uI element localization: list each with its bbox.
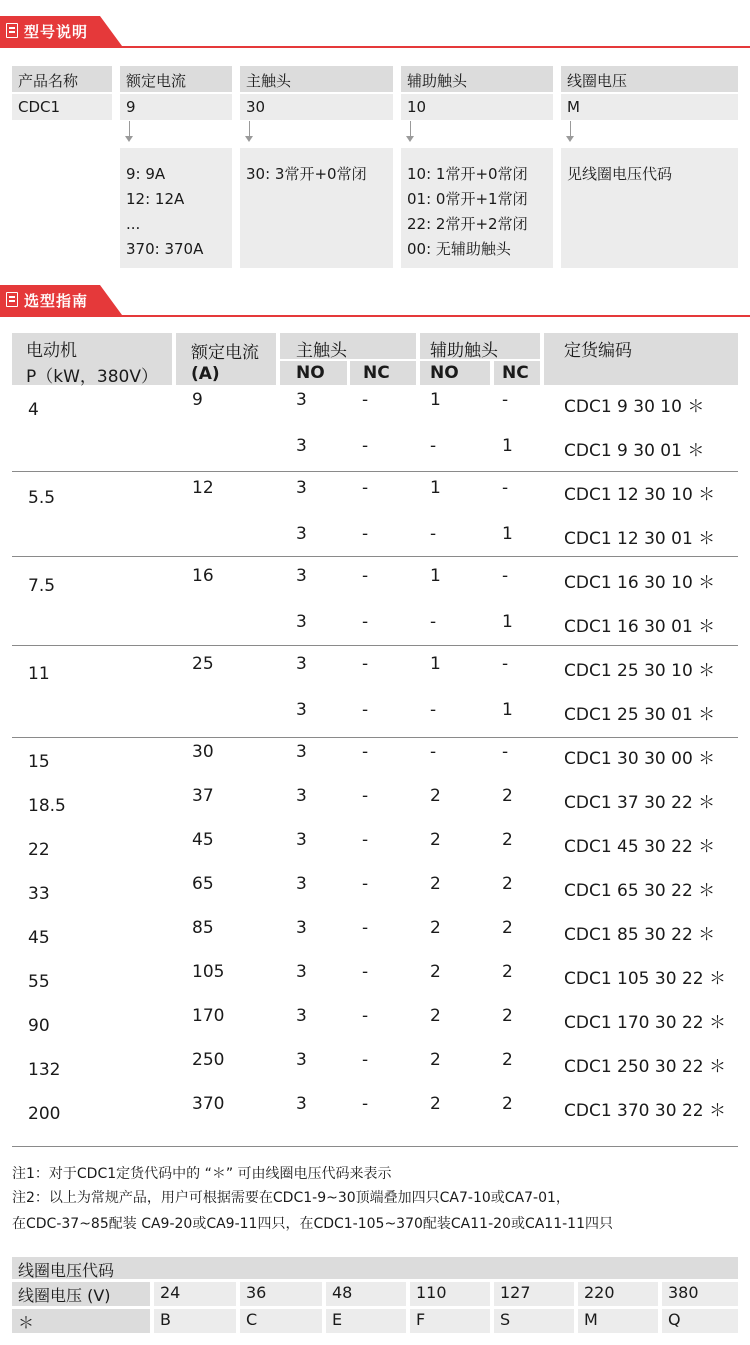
coil-code-value: C [246,1310,258,1329]
model-desc-item: 30: 3常开+0常闭 [246,165,367,183]
document-icon [6,23,18,38]
coil-voltage-value: 36 [246,1283,267,1302]
arrow-down-icon [125,136,133,142]
model-head-cell [240,66,393,92]
aux-no: - [430,700,437,720]
main-nc: - [362,436,369,456]
main-no: 3 [296,874,307,894]
coil-code-cell [240,1309,322,1333]
motor-power: 18.5 [28,796,66,816]
connector-line [570,121,571,137]
header-no-label: NO [430,363,459,383]
note-line: 注2：以上为常规产品，用户可根据需要在CDC1-9~30顶端叠加四只CA7-10或CA7-01， [12,1190,570,1206]
main-no: 3 [296,830,307,850]
model-desc-cell [561,148,738,268]
model-head-cell [120,66,232,92]
section-title: 选型指南 [24,292,89,310]
main-nc: - [362,566,369,586]
model-head-label: 额定电流 [126,72,187,90]
order-code: CDC1 250 30 22 ＊ [564,1057,726,1077]
main-nc: - [362,390,369,410]
coil-voltage-value: 48 [332,1283,353,1302]
row-divider [12,737,738,738]
model-desc-item: 9: 9A [126,165,166,183]
model-value-label: 10 [407,98,427,116]
order-code: CDC1 12 30 10 ＊ [564,485,716,505]
aux-no: 2 [430,918,441,938]
main-nc: - [362,700,369,720]
model-desc-cell [240,148,393,268]
motor-power: 55 [28,972,50,992]
model-desc-item: 见线圈电压代码 [567,165,673,183]
motor-power: 90 [28,1016,50,1036]
model-desc-item: 22: 2常开+2常闭 [407,215,528,233]
coil-code-cell [494,1309,574,1333]
header-nc-label: NC [502,363,529,383]
main-no: 3 [296,524,307,544]
model-value-label: 30 [246,98,266,116]
model-value-cell [120,94,232,120]
row-divider [12,471,738,472]
main-nc: - [362,830,369,850]
connector-line [410,121,411,137]
main-no: 3 [296,654,307,674]
main-nc: - [362,1006,369,1026]
row-divider [12,1146,738,1147]
aux-nc: 2 [502,1050,513,1070]
arrow-down-icon [245,136,253,142]
rated-current: 30 [192,742,214,762]
aux-nc: - [502,478,509,498]
aux-nc: 2 [502,874,513,894]
coil-voltage-value: 127 [500,1283,531,1302]
coil-title-label: 线圈电压代码 [18,1261,115,1280]
aux-no: 1 [430,654,441,674]
rated-current: 170 [192,1006,225,1026]
order-code: CDC1 85 30 22 ＊ [564,925,716,945]
aux-nc: 2 [502,962,513,982]
header-nc-label: NC [363,363,390,383]
header-current-label: 额定电流 [191,343,259,363]
motor-power: 33 [28,884,50,904]
header-motor-label: 电动机 [26,341,77,361]
section-divider [0,315,750,317]
section-header-selection [0,285,750,317]
model-value-cell [401,94,553,120]
coil-code-label-cell [12,1309,150,1333]
arrow-down-icon [566,136,574,142]
arrow-down-icon [406,136,414,142]
motor-power: 5.5 [28,488,56,508]
coil-code-cell [662,1309,738,1333]
header-aux-nc [494,361,540,385]
order-code: CDC1 16 30 01 ＊ [564,617,716,637]
aux-no: 2 [430,1006,441,1026]
coil-code-value: Q [668,1310,681,1329]
header-aux-no [420,361,490,385]
order-code: CDC1 25 30 10 ＊ [564,661,716,681]
header-aux-contact [420,333,540,359]
aux-nc: 1 [502,524,513,544]
rated-current: 12 [192,478,214,498]
motor-power: 7.5 [28,576,56,596]
order-code: CDC1 12 30 01 ＊ [564,529,716,549]
main-no: 3 [296,612,307,632]
model-desc-list [246,162,367,187]
model-desc-item: 01: 0常开+1常闭 [407,190,528,208]
model-desc-item: 370: 370A [126,240,204,258]
coil-code-value: B [160,1310,171,1329]
order-code: CDC1 16 30 10 ＊ [564,573,716,593]
aux-no: 2 [430,830,441,850]
aux-no: 2 [430,786,441,806]
coil-voltage-value: 24 [160,1283,181,1302]
coil-voltage-value: 110 [416,1283,447,1302]
aux-no: 2 [430,962,441,982]
coil-voltage-label-cell [12,1282,150,1306]
aux-no: 2 [430,874,441,894]
header-main-nc [350,361,416,385]
coil-voltage-cell [240,1282,322,1306]
row-divider [12,645,738,646]
coil-code-cell [326,1309,406,1333]
section-divider [0,46,750,48]
coil-voltage-cell [578,1282,658,1306]
rated-current: 85 [192,918,214,938]
aux-no: - [430,436,437,456]
motor-power: 4 [28,400,39,420]
section-header-model [0,16,750,48]
main-no: 3 [296,918,307,938]
model-head-label: 辅助触头 [407,72,468,90]
aux-no: - [430,612,437,632]
header-current-unit: (A) [191,364,220,384]
aux-nc: 1 [502,700,513,720]
main-no: 3 [296,1094,307,1114]
row-divider [12,556,738,557]
rated-current: 16 [192,566,214,586]
motor-power: 11 [28,664,50,684]
aux-nc: 2 [502,1006,513,1026]
aux-nc: - [502,654,509,674]
aux-no: 1 [430,390,441,410]
aux-nc: 2 [502,918,513,938]
main-no: 3 [296,1050,307,1070]
model-desc-item: 00: 无辅助触头 [407,240,511,258]
coil-table-title [12,1257,738,1279]
model-desc-list [407,162,528,262]
model-value-cell [12,94,112,120]
main-nc: - [362,742,369,762]
aux-nc: 1 [502,436,513,456]
main-no: 3 [296,1006,307,1026]
order-code: CDC1 9 30 01 ＊ [564,441,705,461]
coil-code-cell [578,1309,658,1333]
model-head-cell [401,66,553,92]
model-value-label: CDC1 [18,98,61,116]
rated-current: 37 [192,786,214,806]
rated-current: 370 [192,1094,225,1114]
header-motor [12,333,172,385]
rated-current: 25 [192,654,214,674]
motor-power: 132 [28,1060,61,1080]
order-code: CDC1 30 30 00 ＊ [564,749,716,769]
coil-code-cell [410,1309,490,1333]
model-value-cell [240,94,393,120]
aux-nc: - [502,566,509,586]
main-no: 3 [296,962,307,982]
header-main-label: 主触头 [296,341,347,361]
coil-voltage-label: 线圈电压 (V) [18,1286,111,1305]
motor-power: 22 [28,840,50,860]
aux-nc: 2 [502,830,513,850]
header-main-contact [280,333,416,359]
coil-code-cell [154,1309,236,1333]
coil-code-value: E [332,1310,343,1329]
model-desc-list [567,162,672,187]
order-code: CDC1 9 30 10 ＊ [564,397,705,417]
note-line: 在CDC-37~85配装 CA9-20或CA9-11四只，在CDC1-105~370配装CA11-20或CA11-11四只 [12,1216,613,1232]
coil-voltage-value: 220 [584,1283,615,1302]
main-nc: - [362,874,369,894]
coil-voltage-cell [154,1282,236,1306]
main-no: 3 [296,478,307,498]
header-aux-label: 辅助触头 [430,341,498,361]
header-current [176,333,276,385]
order-code: CDC1 105 30 22 ＊ [564,969,726,989]
coil-voltage-value: 380 [668,1283,699,1302]
model-value-label: 9 [126,98,136,116]
rated-current: 250 [192,1050,225,1070]
header-order-code [544,333,738,385]
order-code: CDC1 370 30 22 ＊ [564,1101,726,1121]
main-nc: - [362,962,369,982]
coil-voltage-cell [494,1282,574,1306]
main-nc: - [362,478,369,498]
aux-no: 2 [430,1050,441,1070]
model-head-cell [12,66,112,92]
order-code: CDC1 37 30 22 ＊ [564,793,716,813]
coil-voltage-cell [410,1282,490,1306]
main-nc: - [362,612,369,632]
motor-power: 45 [28,928,50,948]
model-head-label: 线圈电压 [567,72,628,90]
coil-code-value: F [416,1310,426,1329]
model-value-label: M [567,98,580,116]
main-no: 3 [296,700,307,720]
model-desc-cell [401,148,553,268]
aux-no: - [430,742,437,762]
coil-voltage-cell [326,1282,406,1306]
coil-code-label: ＊ [18,1313,35,1332]
header-main-no [280,361,347,385]
aux-nc: 1 [502,612,513,632]
header-no-label: NO [296,363,325,383]
model-head-label: 产品名称 [18,72,79,90]
coil-code-value: M [584,1310,598,1329]
model-value-cell [561,94,738,120]
aux-no: 1 [430,478,441,498]
connector-line [249,121,250,137]
aux-no: - [430,524,437,544]
coil-code-value: S [500,1310,511,1329]
rated-current: 45 [192,830,214,850]
aux-nc: 2 [502,786,513,806]
main-nc: - [362,918,369,938]
order-code: CDC1 45 30 22 ＊ [564,837,716,857]
coil-voltage-cell [662,1282,738,1306]
main-nc: - [362,1094,369,1114]
rated-current: 65 [192,874,214,894]
rated-current: 105 [192,962,225,982]
main-nc: - [362,654,369,674]
header-code-label: 定货编码 [564,341,632,361]
order-code: CDC1 65 30 22 ＊ [564,881,716,901]
order-code: CDC1 25 30 01 ＊ [564,705,716,725]
main-no: 3 [296,436,307,456]
motor-power: 15 [28,752,50,772]
model-desc-item: ... [126,215,141,233]
motor-power: 200 [28,1104,61,1124]
header-motor-unit: P（kW，380V） [26,367,158,387]
main-no: 3 [296,566,307,586]
model-head-cell [561,66,738,92]
aux-no: 2 [430,1094,441,1114]
main-nc: - [362,524,369,544]
model-desc-item: 10: 1常开+0常闭 [407,165,528,183]
aux-no: 1 [430,566,441,586]
note-line: 注1：对于CDC1定货代码中的 “＊” 可由线圈电压代码来表示 [12,1166,392,1182]
order-code: CDC1 170 30 22 ＊ [564,1013,726,1033]
document-icon [6,292,18,307]
aux-nc: - [502,390,509,410]
aux-nc: - [502,742,509,762]
model-desc-list [126,162,203,262]
rated-current: 9 [192,390,203,410]
main-no: 3 [296,742,307,762]
model-desc-cell [120,148,232,268]
model-desc-item: 12: 12A [126,190,185,208]
main-no: 3 [296,786,307,806]
connector-line [129,121,130,137]
model-head-label: 主触头 [246,72,292,90]
main-nc: - [362,1050,369,1070]
section-title: 型号说明 [24,23,89,41]
aux-nc: 2 [502,1094,513,1114]
main-no: 3 [296,390,307,410]
main-nc: - [362,786,369,806]
